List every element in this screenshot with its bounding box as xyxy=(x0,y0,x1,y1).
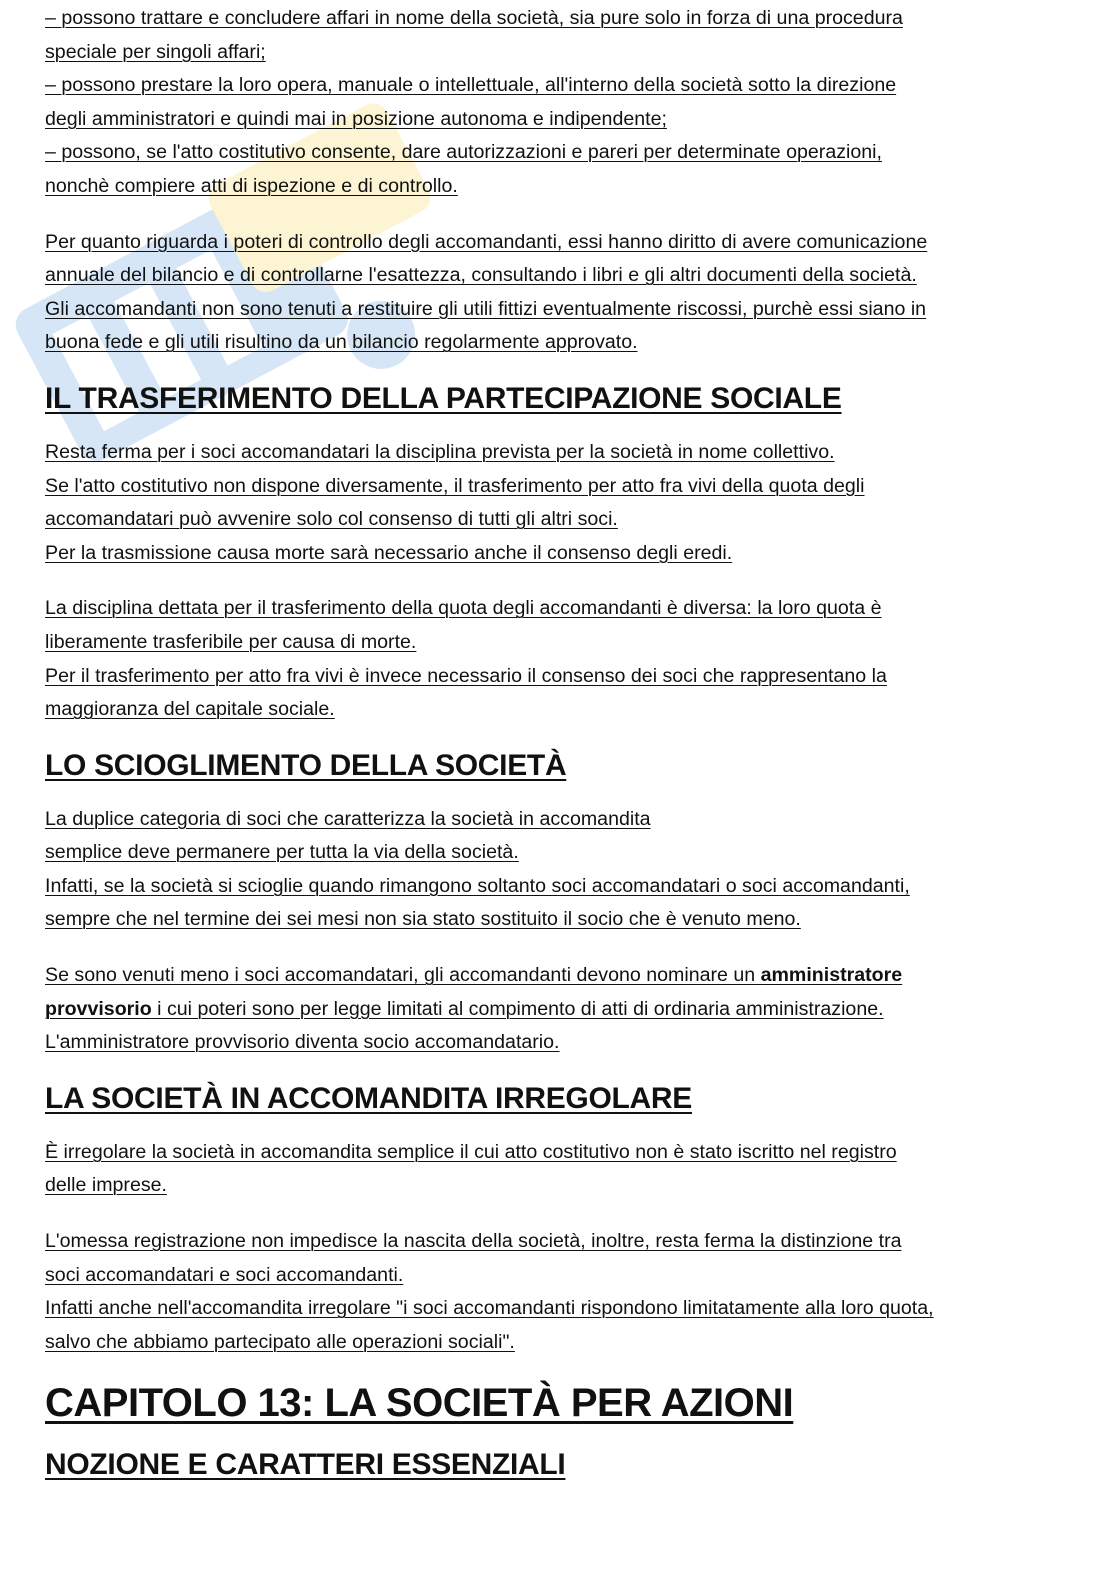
trasferimento-paragraph-2 xyxy=(45,592,1075,726)
bold-term: provvisorio xyxy=(45,997,152,1020)
list-item: nonchè compiere atti di ispezione e di controllo. xyxy=(45,174,458,197)
chapter-title: CAPITOLO 13: LA SOCIETÀ PER AZIONI xyxy=(45,1381,794,1426)
text-line: delle imprese. xyxy=(45,1174,167,1197)
text-line: semplice deve permanere per tutta la via della società. xyxy=(45,841,519,864)
text-line: Infatti, se la società si scioglie quando rimangono soltanto soci accomandatari o soci accomandanti, xyxy=(45,874,910,897)
text-line: soci accomandatari e soci accomandanti. xyxy=(45,1263,404,1286)
text-line: È irregolare la società in accomandita semplice il cui atto costitutivo non è stato iscritto nel registro xyxy=(45,1140,897,1163)
list-item: – possono, se l'atto costitutivo consente, dare autorizzazioni e pareri per determinate operazioni, xyxy=(45,141,882,164)
scioglimento-paragraph-1 xyxy=(45,803,1075,937)
text-line: salvo che abbiamo partecipato alle operazioni sociali". xyxy=(45,1330,515,1353)
text-line: buona fede e gli utili risultino da un bilancio regolarmente approvato. xyxy=(45,331,638,354)
text-line: L'amministratore provvisorio diventa socio accomandatario. xyxy=(45,1031,560,1054)
text-line: L'omessa registrazione non impedisce la nascita della società, inoltre, resta ferma la distinzione tra xyxy=(45,1230,902,1253)
irregolare-paragraph-1 xyxy=(45,1136,1075,1203)
scioglimento-paragraph-2 xyxy=(45,959,1075,1060)
text-line: accomandatari può avvenire solo col consenso di tutti gli altri soci. xyxy=(45,508,618,531)
text-line: Gli accomandanti non sono tenuti a restituire gli utili fittizi eventualmente riscossi, purchè essi siano in xyxy=(45,297,927,320)
heading-scioglimento: LO SCIOGLIMENTO DELLA SOCIETÀ xyxy=(45,748,567,782)
text-line: Resta ferma per i soci accomandatari la disciplina prevista per la società in nome collettivo. xyxy=(45,440,835,463)
text-fragment: i cui poteri sono per legge limitati al compimento di atti di ordinaria amministrazione. xyxy=(151,997,884,1020)
document-page xyxy=(45,2,1075,1482)
text-fragment: Se sono venuti meno i soci accomandatari, gli accomandanti devono nominare un xyxy=(45,964,761,987)
list-item: – possono prestare la loro opera, manuale o intellettuale, all'interno della società sotto la direzione xyxy=(45,74,897,97)
text-line: liberamente trasferibile per causa di morte. xyxy=(45,630,417,653)
list-item: speciale per singoli affari; xyxy=(45,40,266,63)
text-line: La duplice categoria di soci che caratterizza la società in accomandita xyxy=(45,807,651,830)
trasferimento-paragraph-1 xyxy=(45,436,1075,570)
list-item: degli amministratori e quindi mai in posizione autonoma e indipendente; xyxy=(45,107,667,130)
text-line: sempre che nel termine dei sei mesi non sia stato sostituito il socio che è venuto meno. xyxy=(45,908,801,931)
list-paragraph xyxy=(45,2,1075,204)
text-line: maggioranza del capitale sociale. xyxy=(45,698,335,721)
text-line: Per quanto riguarda i poteri di controllo degli accomandanti, essi hanno diritto di avere comunicazione xyxy=(45,230,928,253)
text-line: Per il trasferimento per atto fra vivi è invece necessario il consenso dei soci che rappresentano la xyxy=(45,664,887,687)
text-line: Infatti anche nell'accomandita irregolare "i soci accomandanti rispondono limitatamente alla loro quota, xyxy=(45,1297,934,1320)
text-line: La disciplina dettata per il trasferimento della quota degli accomandanti è diversa: la loro quota è xyxy=(45,597,882,620)
bold-term: amministratore xyxy=(760,964,903,987)
text-line: Per la trasmissione causa morte sarà necessario anche il consenso degli eredi. xyxy=(45,541,733,564)
text-line xyxy=(45,959,1075,993)
heading-trasferimento: IL TRASFERIMENTO DELLA PARTECIPAZIONE SOCIALE xyxy=(45,381,842,415)
text-line: Se l'atto costitutivo non dispone diversamente, il trasferimento per atto fra vivi della quota degli xyxy=(45,474,865,497)
text-line xyxy=(45,993,1075,1027)
irregolare-paragraph-2 xyxy=(45,1225,1075,1359)
heading-nozione: NOZIONE E CARATTERI ESSENZIALI xyxy=(45,1448,566,1482)
list-item: – possono trattare e concludere affari in nome della società, sia pure solo in forza di una procedura xyxy=(45,7,903,29)
controllo-paragraph xyxy=(45,226,1075,360)
text-line: annuale del bilancio e di controllarne l'esattezza, consultando i libri e gli altri documenti della società. xyxy=(45,264,917,287)
heading-irregolare: LA SOCIETÀ IN ACCOMANDITA IRREGOLARE xyxy=(45,1081,692,1115)
